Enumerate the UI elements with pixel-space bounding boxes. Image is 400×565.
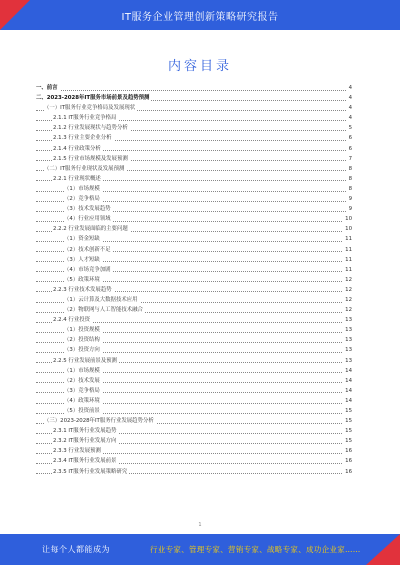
toc-entry[interactable] [36,315,352,325]
toc-entry-page: 13 [343,356,352,366]
toc-entry-title: （1）市场规模 [64,184,102,194]
toc-entry-title: （3）竞争格局 [64,386,102,396]
toc-entry-page: 12 [343,305,352,315]
report-title: IT服务企业管理创新策略研究报告 [121,12,279,23]
toc-entry-page: 4 [347,93,352,103]
toc-entry-page: 12 [343,275,352,285]
footer-red-corner [366,534,400,565]
toc-entry-title: （1）投资规模 [64,325,102,335]
toc-entry[interactable] [36,144,352,154]
toc-entry[interactable] [36,154,352,164]
toc-entry-page: 14 [343,396,352,406]
toc-entry-title: （3）投资方向 [64,345,102,355]
toc-entry-page: 10 [343,224,352,234]
toc-entry[interactable] [36,93,352,103]
toc-entry-page: 14 [343,386,352,396]
toc-entry-page: 14 [343,366,352,376]
toc-entry-page: 9 [347,204,352,214]
toc-entry-page: 4 [347,103,352,113]
toc-entry-page: 15 [343,416,352,426]
toc-entry-title: 2.3.3 行业发展预测 [53,446,103,456]
toc-entry-title: 2.1.4 行业政策分析 [53,144,103,154]
toc-leader-dots [36,90,352,91]
toc-entry[interactable] [36,204,352,214]
toc-entry-page: 12 [343,295,352,305]
toc-entry[interactable] [36,285,352,295]
toc-entry[interactable] [36,345,352,355]
toc-entry-page: 16 [343,467,352,477]
toc-entry-title: （5）投资前景 [64,406,102,416]
toc-entry[interactable] [36,174,352,184]
toc-entry-page: 8 [347,164,352,174]
toc-entry-title: （3）人才短缺 [64,255,102,265]
toc-entry[interactable] [36,275,352,285]
toc-entry-page: 8 [347,184,352,194]
toc-entry[interactable] [36,265,352,275]
toc-entry-title: （2）竞争格局 [64,194,102,204]
toc-entry-title: （3）技术发展趋势 [64,204,113,214]
toc-entry[interactable] [36,224,352,234]
toc-entry-title: （4）行业应用领域 [64,214,113,224]
toc-entry-page: 11 [343,265,352,275]
toc-entry-title: 2.2.3 行业技术发展趋势 [53,285,114,295]
toc-entry-title: 2.1.1 IT服务行业竞争格局 [53,113,118,123]
toc-entry[interactable] [36,295,352,305]
toc-entry[interactable] [36,245,352,255]
toc-entry-page: 16 [343,446,352,456]
toc-entry[interactable] [36,123,352,133]
toc-entry-page: 11 [343,255,352,265]
toc-entry-title: 2.2.4 行业投资 [53,315,92,325]
toc-entry-title: 二、2023-2028年IT服务市场前景及趋势预测 [36,93,151,103]
toc-entry[interactable] [36,376,352,386]
toc-entry-title: 2.3.1 IT服务行业发展趋势 [53,426,118,436]
toc-entry[interactable] [36,406,352,416]
toc-entry[interactable] [36,436,352,446]
toc-entry-title: 2.2.5 行业发展前景及预测 [53,356,119,366]
table-of-contents [36,83,352,477]
toc-entry-title: （4）市场竞争加剧 [64,265,113,275]
toc-entry-page: 10 [343,214,352,224]
toc-entry-page: 11 [343,245,352,255]
toc-entry-page: 15 [343,436,352,446]
toc-heading: 内容目录 [167,59,232,74]
toc-entry-page: 14 [343,376,352,386]
page-header [0,0,400,30]
toc-entry-title: （2）物联网与人工智能技术融合 [64,305,145,315]
toc-entry[interactable] [36,214,352,224]
footer-slogan: 让每个人都能成为 [42,545,110,554]
toc-entry-page: 8 [347,174,352,184]
toc-entry-page: 13 [343,325,352,335]
toc-entry[interactable] [36,396,352,406]
toc-entry-page: 7 [347,154,352,164]
toc-entry[interactable] [36,234,352,244]
toc-entry[interactable] [36,335,352,345]
toc-entry-title: 2.2.2 行业发展面临的主要问题 [53,224,130,234]
toc-entry[interactable] [36,426,352,436]
toc-entry[interactable] [36,164,352,174]
toc-entry-page: 11 [343,234,352,244]
toc-entry-title: 2.1.2 行业发展现状与趋势分析 [53,123,130,133]
toc-entry[interactable] [36,456,352,466]
toc-entry[interactable] [36,356,352,366]
toc-entry-title: （2）投资结构 [64,335,102,345]
toc-entry[interactable] [36,446,352,456]
toc-entry-page: 6 [347,133,352,143]
toc-entry[interactable] [36,103,352,113]
toc-entry-page: 15 [343,406,352,416]
toc-entry-page: 4 [347,113,352,123]
toc-entry[interactable] [36,386,352,396]
toc-entry-title: 2.3.4 IT服务行业发展前景 [53,456,118,466]
toc-entry-title: 2.1.5 行业市场规模及发展预测 [53,154,130,164]
toc-entry-page: 15 [343,426,352,436]
toc-entry-title: （二）IT服务行业现状及发展预测 [44,164,126,174]
toc-entry[interactable] [36,133,352,143]
toc-entry-title: （1）云计算及大数据技术应用 [64,295,140,305]
toc-entry[interactable] [36,184,352,194]
toc-entry-page: 9 [347,194,352,204]
toc-entry[interactable] [36,255,352,265]
toc-entry-title: （4）政策环境 [64,396,102,406]
toc-entry[interactable] [36,416,352,426]
toc-entry-page: 5 [347,123,352,133]
toc-entry-page: 4 [347,83,352,93]
toc-entry-page: 16 [343,456,352,466]
toc-entry-page: 12 [343,285,352,295]
toc-entry-title: （2）技术创新不足 [64,245,113,255]
toc-entry[interactable] [36,194,352,204]
page-number: 1 [198,522,202,528]
toc-entry[interactable] [36,305,352,315]
toc-entry[interactable] [36,325,352,335]
toc-entry[interactable] [36,83,352,93]
toc-entry[interactable] [36,113,352,123]
toc-entry[interactable] [36,467,352,477]
toc-entry-page: 13 [343,345,352,355]
toc-entry-page: 6 [347,144,352,154]
toc-entry-title: 2.2.1 行业现状概述 [53,174,103,184]
toc-entry-title: 2.3.5 IT服务行业发展策略研究 [53,467,129,477]
toc-entry-title: （三）2023-2028年IT服务行业发展趋势分析 [44,416,156,426]
footer-roles: 行业专家、管理专家、营销专家、战略专家、成功企业家…… [150,545,361,554]
toc-entry[interactable] [36,366,352,376]
toc-entry-title: （1）市场规模 [64,366,102,376]
toc-entry-title: （一）IT服务行业竞争格局及发展现状 [44,103,137,113]
toc-entry-page: 13 [343,335,352,345]
toc-entry-title: （5）政策环境 [64,275,102,285]
toc-entry-title: 2.1.3 行业主要企业分析 [53,133,114,143]
toc-entry-page: 13 [343,315,352,325]
toc-entry-title: （1）资金短缺 [64,234,102,244]
toc-entry-title: 一、前言 [36,83,60,93]
toc-entry-title: （2）技术发展 [64,376,102,386]
toc-entry-title: 2.3.2 IT服务行业发展方向 [53,436,118,446]
page-footer [0,534,400,565]
